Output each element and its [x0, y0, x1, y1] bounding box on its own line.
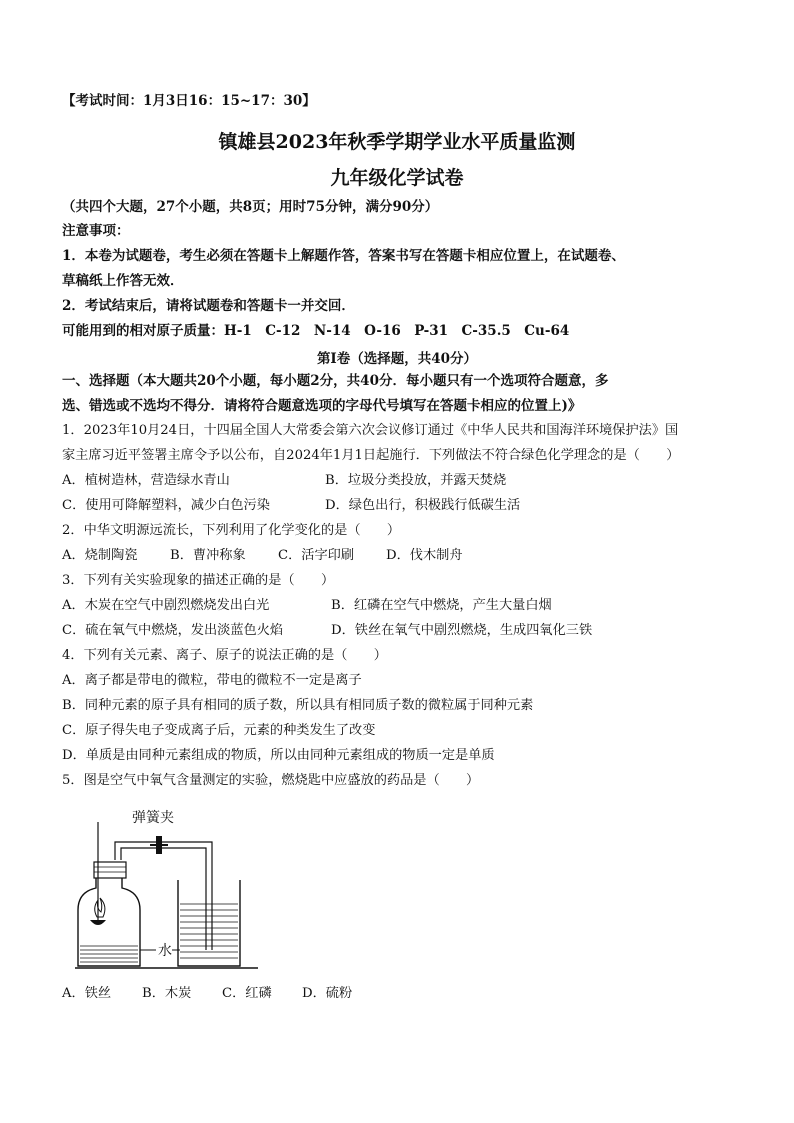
section-instruction-cont: 选、错选或不选均不得分．请将符合题意选项的字母代号填写在答题卡相应的位置上)》: [62, 398, 582, 414]
oxygen-experiment-diagram: [70, 800, 270, 975]
figure-label-spring-clip: 弹簧夹: [132, 810, 174, 826]
note-item-1-cont: 草稿纸上作答无效．: [62, 273, 184, 289]
q2-option-d: D．伐木制舟: [386, 548, 463, 563]
q1-stem-cont: 家主席习近平签署主席令予以公布，自2024年1月1日起施行．下列做法不符合绿色化学理念的是（ ）: [62, 448, 680, 463]
q3-stem: 3．下列有关实验现象的描述正确的是（ ）: [62, 573, 335, 588]
q1-option-c: C．使用可降解塑料，减少白色污染: [62, 498, 270, 513]
q4-stem: 4．下列有关元素、离子、原子的说法正确的是（ ）: [62, 648, 387, 663]
part1-heading: 第Ⅰ卷（选择题，共40分）: [316, 351, 478, 367]
section-instruction: 一、选择题（本大题共20个小题，每小题2分，共40分．每小题只有一个选项符合题意，多: [62, 373, 609, 389]
q4-option-c: C．原子得失电子变成离子后，元素的种类发生了改变: [62, 723, 376, 738]
q2-option-b: B．曹冲称象: [170, 548, 246, 563]
exam-title: 镇雄县2023年秋季学期学业水平质量监测: [218, 131, 576, 153]
figure-label-water: 水: [158, 943, 172, 959]
q1-option-a: A．植树造林，营造绿水青山: [62, 473, 230, 488]
beaker: [178, 880, 240, 966]
q3-option-b: B．红磷在空气中燃烧，产生大量白烟: [331, 598, 552, 613]
note-item-2: 2．考试结束后，请将试题卷和答题卡一并交回．: [62, 298, 355, 314]
flame-icon: [95, 898, 105, 917]
beaker-water: [180, 904, 238, 958]
note-item-1: 1．本卷为试题卷，考生必须在答题卡上解题作答，答案书写在答题卡相应位置上，在试题卷、: [62, 248, 625, 264]
exam-time: 【考试时间：1月3日16：15~17：30】: [62, 93, 316, 109]
glass-tube-inner: [121, 848, 206, 950]
notes-heading: 注意事项：: [62, 223, 130, 239]
q4-option-d: D．单质是由同种元素组成的物质，所以由同种元素组成的物质一定是单质: [62, 748, 495, 763]
collecting-jar: [78, 878, 140, 966]
q4-option-b: B．同种元素的原子具有相同的质子数，所以具有相同质子数的微粒属于同种元素: [62, 698, 534, 713]
q3-option-a: A．木炭在空气中剧烈燃烧发出白光: [62, 598, 270, 613]
q5-option-d: D．硫粉: [302, 986, 353, 1001]
q3-option-c: C．硫在氧气中燃烧，发出淡蓝色火焰: [62, 623, 284, 638]
q5-stem: 5．图是空气中氧气含量测定的实验，燃烧匙中应盛放的药品是（ ）: [62, 773, 480, 788]
q2-option-c: C．活字印刷: [278, 548, 355, 563]
q5-option-a: A．铁丝: [62, 986, 112, 1001]
atomic-mass-line: 可能用到的相对原子质量：H-1 C-12 N-14 O-16 P-31 C-35.5 Cu-64: [62, 323, 570, 339]
jar-water: [80, 946, 138, 962]
q2-stem: 2．中华文明源远流长，下列利用了化学变化的是（ ）: [62, 523, 401, 538]
q1-stem: 1．2023年10月24日，十四届全国人大常委会第六次会议修订通过《中华人民共和国海洋环境保护法》国: [62, 423, 679, 438]
q1-option-d: D．绿色出行，积极践行低碳生活: [325, 498, 521, 513]
q1-option-b: B．垃圾分类投放，并露天焚烧: [325, 473, 507, 488]
exam-info: （共四个大题，27个小题，共8页；用时75分钟，满分90分）: [62, 199, 439, 215]
q4-option-a: A．离子都是带电的微粒，带电的微粒不一定是离子: [62, 673, 362, 688]
q5-option-c: C．红磷: [222, 986, 272, 1001]
exam-subtitle: 九年级化学试卷: [330, 167, 464, 189]
burning-spoon-icon: [90, 920, 106, 925]
q5-option-b: B．木炭: [142, 986, 192, 1001]
rubber-stopper: [94, 862, 126, 878]
q2-option-a: A．烧制陶瓷: [62, 548, 138, 563]
q3-option-d: D．铁丝在氧气中剧烈燃烧，生成四氧化三铁: [331, 623, 593, 638]
